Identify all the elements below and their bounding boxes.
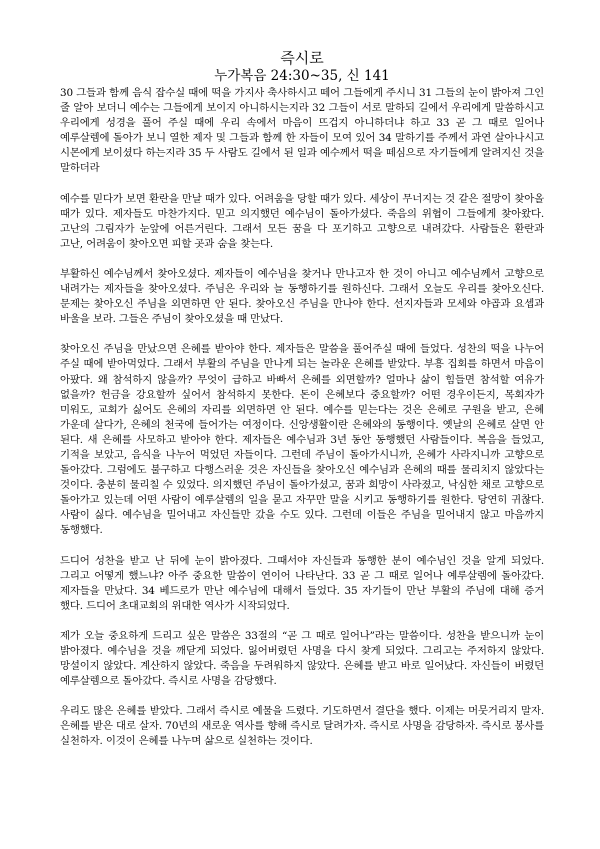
paragraph-6: 우리도 많은 은혜를 받았다. 그래서 즉시로 예물을 드렸다. 기도하면서 결단을 했다. 이제는 머뭇거리지 말자. 은혜를 받은 대로 살자. 70년의 새로운 역사를 향해 즉시로 달려가자. 즉시로 사명을 감당하자. 즉시로 봉사를 실천하자. 이것이 은혜를 나누며 삶으로 실천하는 것이다.: [60, 705, 544, 748]
paragraph-2: 부활하신 예수님께서 찾아오셨다. 제자들이 예수님을 찾거나 만나고자 한 것이 아니고 예수님께서 고향으로 내려가는 제자들을 찾아오셨다. 주님은 우리와 늘 동행하기를 원하신다. 그래서 오늘도 우리를 찾아오신다. 문제는 찾아오신 주님을 외면하면 안 된다. 찾아오신 주님을 만나야 한다. 선지자들과 모세와 야곱과 요셉과 바울을 보라. 그들은 주님이 찾아오셨을 때 만났다.: [60, 267, 544, 326]
paragraph-5: 제가 오늘 중요하게 드리고 싶은 말씀은 33절의 “곧 그 때로 일어나”라는 말씀이다. 성찬을 받으니까 눈이 밝아졌다. 예수님을 것을 깨닫게 되었다. 잃어버렸던 사명을 다시 찾게 되었다. 그리고는 주저하지 않았다. 망설이지 않았다. 계산하지 않았다. 죽음을 두려워하지 않았다. 은혜를 받고 바로 일어났다. 자신들이 버렸던 예루살렘으로 돌아갔다. 즉시로 사명을 감당했다.: [60, 629, 544, 688]
scripture-text: 30 그들과 함께 음식 잡수실 때에 떡을 가지사 축사하시고 떼어 그들에게 주시니 31 그들의 눈이 밝아져 그인 줄 알아 보더니 예수는 그들에게 보이지 아니하시는지라 32 그들이 서로 말하되 길에서 우리에게 말씀하시고 우리에게 성경을 풀어 주실 때에 우리 속에서 마음이 뜨겁지 아니하더냐 하고 33 곧 그 때로 일어나 예루살렘에 돌아가 보니 열한 제자 및 그들과 함께 한 자들이 모여 있어 34 말하기를 주께서 과연 살아나시고 시몬에게 보이셨다 하는지라 35 두 사람도 길에서 된 일과 예수께서 떡을 떼심으로 자기들에게 알려지신 것을 말하더라: [60, 87, 544, 175]
paragraph-3: 찾아오신 주님을 만났으면 은혜를 받아야 한다. 제자들은 말씀을 풀어주실 때에 들었다. 성찬의 떡을 나누어 주실 때에 받아먹었다. 그래서 부활의 주님을 만나게 되는 놀라운 은혜를 받았다. 부흥 집회를 하면서 마음이 아팠다. 왜 참석하지 않을까? 무엇이 급하고 바빠서 은혜를 외면할까? 얼마나 삶이 힘들면 참석할 여유가 없을까? 헌금을 강요할까 싶어서 참석하지 못한다. 돈이 은혜보다 중요할까? 어떤 경우이든지, 목회자가 미워도, 교회가 싫어도 은혜의 자리를 외면하면 안 된다. 예수를 믿는다는 것은 은혜로 구원을 받고, 은혜 가운데 살다가, 은혜의 천국에 들어가는 여정이다. 신앙생활이란 은혜와의 동행이다. 옛날의 은혜로 살면 안 된다. 새 은혜를 사모하고 받아야 한다. 제자들은 예수님과 3년 동안 동행했던 사람들이다. 복음을 들었고, 기적을 보았고, 음식을 나누어 먹었던 자들이다. 그런데 주님이 돌아가시니까, 은혜가 사라지니까 고향으로 돌아갔다. 그럼에도 불구하고 다행스러운 것은 자신들을 찾아오신 예수님과 은혜의 때를 물리치지 않았다는 것이다. 충분히 물리칠 수 있었다. 의지했던 주님이 돌아가셨고, 꿈과 희망이 사라졌고, 낙심한 채로 고향으로 돌아가고 있는데 어떤 사람이 예루살렘의 일을 묻고 자꾸만 말을 시키고 동행하기를 원한다. 당연히 귀찮다. 사람이 싫다. 예수님을 밀어내고 자신들만 갔을 수도 있다. 그런데 이들은 주님을 밀어내지 않고 마음까지 동행했다.: [60, 343, 544, 537]
paragraph-1: 예수를 믿다가 보면 환란을 만날 때가 있다. 어려움을 당할 때가 있다. 세상이 무너지는 것 같은 절망이 찾아올 때가 있다. 제자들도 마찬가지다. 믿고 의지했던 예수님이 돌아가셨다. 죽음의 위협이 그들에게 찾아왔다. 고난의 그림자가 눈앞에 어른거린다. 그래서 모든 꿈을 다 포기하고 고향으로 내려갔다. 사람들은 환란과 고난, 어려움이 찾아오면 피할 곳과 숨을 찾는다.: [60, 192, 544, 250]
paragraph-4: 드디어 성찬을 받고 난 뒤에 눈이 밝아졌다. 그때서야 자신들과 동행한 분이 예수님인 것을 알게 되었다. 그리고 어떻게 했느냐? 아주 중요한 말씀이 연이어 나타난다. 33 곧 그 때로 일어나 예루살렘에 돌아갔다. 제자들을 만났다. 34 베드로가 만난 예수님에 대해서 들었다. 35 자기들이 만난 부활의 주님에 대해 증거 했다. 드디어 초대교회의 위대한 역사가 시작되었다.: [60, 554, 544, 612]
page-title: 즉시로: [280, 49, 324, 67]
scripture-reference: 누가복음 24:30~35, 신 141: [214, 68, 390, 84]
